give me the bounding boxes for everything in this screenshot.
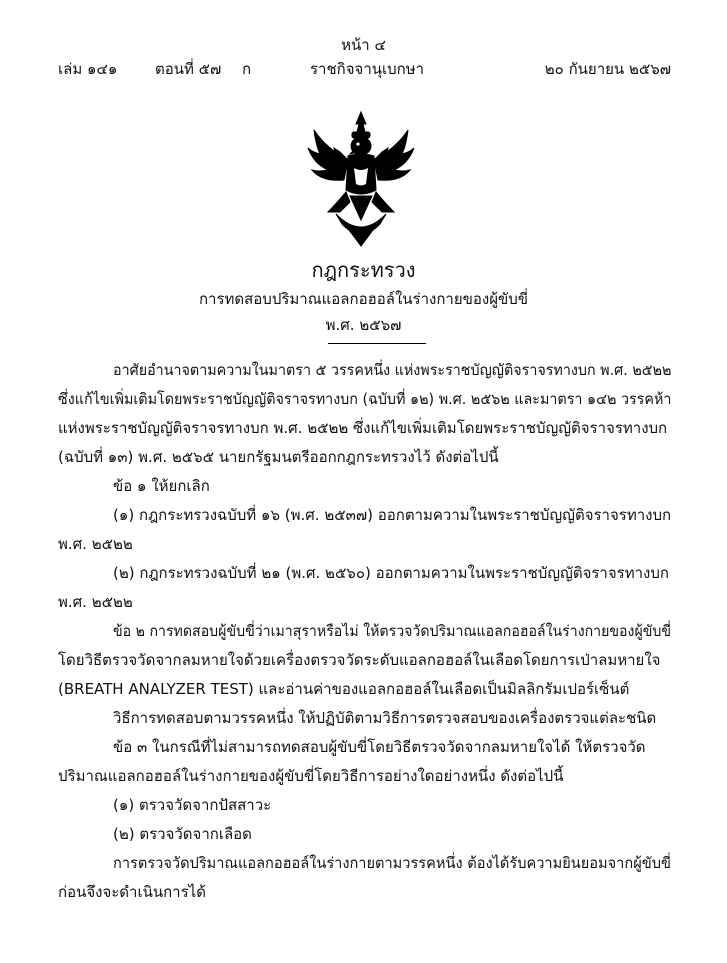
document-subtitle: การทดสอบปริมาณแอลกอฮอล์ในร่างกายของผู้ขับขี่ bbox=[198, 290, 529, 308]
text-line: (๑) ตรวจวัดจากปัสสาวะ bbox=[113, 796, 272, 814]
text-line: (๒) กฎกระทรวงฉบับที่ ๒๑ (พ.ศ. ๒๕๖๐) ออกตามความในพระราชบัญญัติจราจรทางบก bbox=[113, 564, 669, 582]
title-underline bbox=[328, 343, 426, 344]
text-line: ซึ่งแก้ไขเพิ่มเติมโดยพระราชบัญญัติจราจรทางบก (ฉบับที่ ๑๒) พ.ศ. ๒๕๖๒ และมาตรา ๑๔๒ วรรคห้า bbox=[58, 390, 672, 408]
text-line: การตรวจวัดปริมาณแอลกอฮอล์ในร่างกายตามวรรคหนึ่ง ต้องได้รับความยินยอมจากผู้ขับขี่ bbox=[113, 854, 671, 872]
text-line: (BREATH ANALYZER TEST) และอ่านค่าของแอลกอฮอล์ในเลือดเป็นมิลลิกรัมเปอร์เซ็นต์ bbox=[58, 680, 630, 698]
text-line: (๒) ตรวจวัดจากเลือด bbox=[113, 825, 252, 843]
publish-date: ๒๐ กันยายน ๒๕๖๗ bbox=[544, 60, 671, 78]
garuda-emblem bbox=[306, 108, 416, 248]
volume-label: เล่ม ๑๔๑ bbox=[58, 60, 118, 78]
text-line: พ.ศ. ๒๕๒๒ bbox=[58, 535, 133, 553]
text-line: แห่งพระราชบัญญัติจราจรทางบก พ.ศ. ๒๕๒๒ ซึ่งแก้ไขเพิ่มเติมโดยพระราชบัญญัติจราจรทางบก bbox=[58, 419, 668, 437]
page-number: หน้า ๔ bbox=[341, 36, 386, 54]
text-line: วิธีการทดสอบตามวรรคหนึ่ง ให้ปฏิบัติตามวิธีการตรวจสอบของเครื่องตรวจแต่ละชนิด bbox=[113, 709, 657, 727]
text-line: (๑) กฎกระทรวงฉบับที่ ๑๖ (พ.ศ. ๒๕๓๗) ออกตามความในพระราชบัญญัติจราจรทางบก bbox=[113, 506, 672, 524]
document-year: พ.ศ. ๒๕๖๗ bbox=[325, 316, 402, 334]
text-line: (ฉบับที่ ๑๓) พ.ศ. ๒๕๖๕ นายกรัฐมนตรีออกกฎกระทรวงไว้ ดังต่อไปนี้ bbox=[58, 448, 499, 466]
document-title: กฎกระทรวง bbox=[311, 258, 416, 282]
gazette-name: ราชกิจจานุเบกษา bbox=[310, 60, 425, 78]
text-line: ข้อ ๒ การทดสอบผู้ขับขี่ว่าเมาสุราหรือไม่ ให้ตรวจวัดปริมาณแอลกอฮอล์ในร่างกายของผู้ขับขี่ bbox=[113, 622, 672, 640]
text-line: ข้อ ๑ ให้ยกเลิก bbox=[113, 477, 210, 495]
text-line: อาศัยอำนาจตามความในมาตรา ๕ วรรคหนึ่ง แห่งพระราชบัญญัติจราจรทางบก พ.ศ. ๒๕๒๒ bbox=[113, 361, 672, 379]
issue-label: ตอนที่ ๕๗ bbox=[155, 60, 222, 78]
text-line: ปริมาณแอลกอฮอล์ในร่างกายของผู้ขับขี่โดยวิธีการอย่างใดอย่างหนึ่ง ดังต่อไปนี้ bbox=[58, 767, 564, 785]
text-line: โดยวิธีตรวจวัดจากลมหายใจด้วยเครื่องตรวจวัดระดับแอลกอฮอล์ในเลือดโดยการเป่าลมหายใจ bbox=[58, 651, 661, 669]
text-line: พ.ศ. ๒๕๒๒ bbox=[58, 593, 133, 611]
section-label: ก bbox=[242, 60, 252, 78]
text-line: ข้อ ๓ ในกรณีที่ไม่สามารถทดสอบผู้ขับขี่โดยวิธีตรวจวัดจากลมหายใจได้ ให้ตรวจวัด bbox=[113, 738, 646, 756]
text-line: ก่อนจึงจะดำเนินการได้ bbox=[58, 883, 206, 901]
